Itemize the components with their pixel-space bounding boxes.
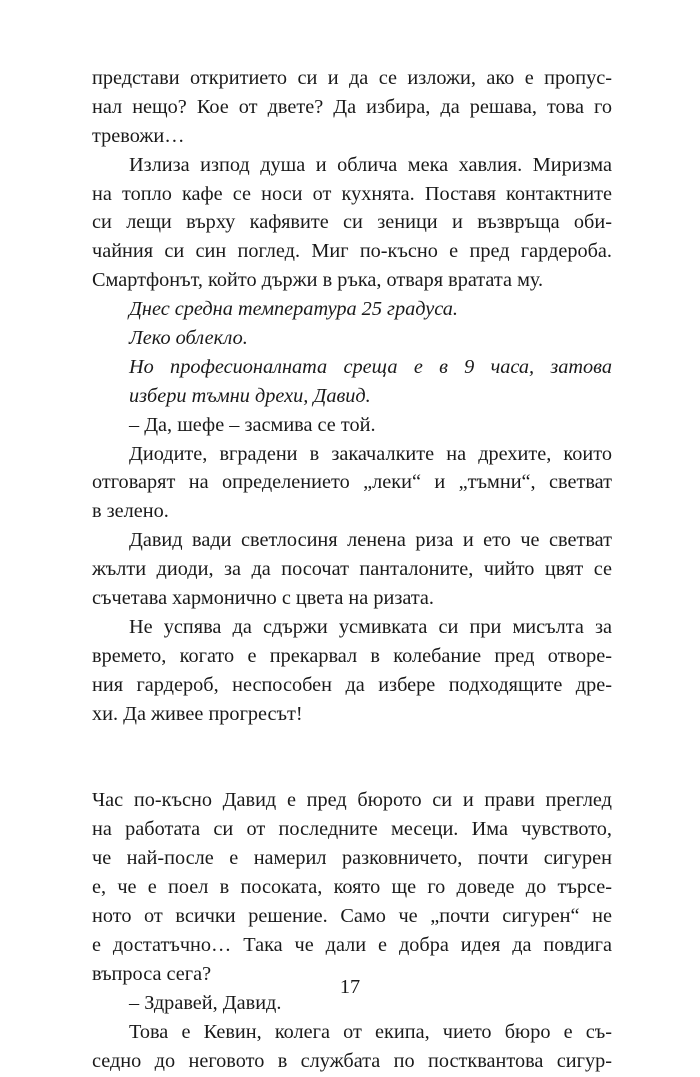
text-line: ния гардероб, неспособен да избере подходящите дре- (92, 673, 612, 696)
text-line: – Здравей, Давид. (129, 991, 282, 1014)
text-line: хи. Да живее прогресът! (92, 702, 303, 725)
text-line: тревожи… (92, 124, 185, 147)
italic-text-line: Леко облекло. (129, 327, 248, 350)
text-line: въпроса сега? (92, 962, 212, 985)
text-line: съчетава хармонично с цвета на ризата. (92, 587, 434, 610)
text-line: Не успява да сдържи усмивката си при мисълта за (129, 615, 612, 638)
text-line: Давид вади светлосиня ленена риза и ето че светват (129, 529, 612, 552)
text-line: Това е Кевин, колега от екипа, чието бюро е съ- (129, 1020, 612, 1043)
text-line: Диодите, вградени в закачалките на дрехите, които (129, 442, 612, 465)
text-line: ното от всички решение. Само че „почти сигурен“ не (92, 905, 612, 928)
italic-text-line: избери тъмни дрехи, Давид. (129, 384, 371, 407)
page-body (92, 64, 612, 1075)
text-line: отговарят на определението „леки“ и „тъмни“, светват (92, 471, 612, 494)
text-line: седно до неговото в службата по постквантова сигур- (92, 1049, 612, 1072)
text-line: че най-после е намерил разковничето, почти сигурен (92, 847, 612, 870)
section-two (92, 786, 612, 1075)
text-line: Смартфонът, който държи в ръка, отваря вратата му. (92, 269, 544, 292)
text-line: чайния си син поглед. Миг по-късно е пред гардероба. (92, 240, 612, 263)
text-line: на топло кафе се носи от кухнята. Поставя контактните (92, 182, 612, 205)
text-line: представи откритието си и да се изложи, ако е пропус- (92, 67, 612, 89)
text-line: времето, когато е прекарвал в колебание пред отворе- (92, 644, 612, 667)
text-line: на работата си от последните месеци. Има чувството, (92, 818, 612, 841)
text-line: нал нещо? Кое от двете? Да избира, да решава, това го (92, 95, 612, 118)
text-line: жълти диоди, за да посочат панталоните, чийто цвят се (92, 558, 612, 581)
text-line: в зелено. (92, 500, 169, 523)
text-line: Излиза изпод душа и облича мека хавлия. Миризма (129, 153, 612, 176)
italic-text-line: Но професионалната среща е в 9 часа, затова (129, 355, 612, 378)
text-line: – Да, шефе – засмива се той. (129, 413, 376, 436)
section-one (92, 64, 612, 728)
text-line: си лещи върху кафявите си зеници и възвръща оби- (92, 211, 612, 234)
text-line: Час по-късно Давид е пред бюрото си и прави преглед (92, 789, 612, 812)
italic-text-line: Днес средна температура 25 градуса. (129, 298, 458, 321)
section-break (92, 728, 612, 786)
text-line: е достатъчно… Така че дали е добра идея да повдига (92, 933, 612, 956)
page-number: 17 (339, 976, 361, 998)
text-line: е, че е поел в посоката, която ще го доведе до търсе- (92, 876, 612, 899)
